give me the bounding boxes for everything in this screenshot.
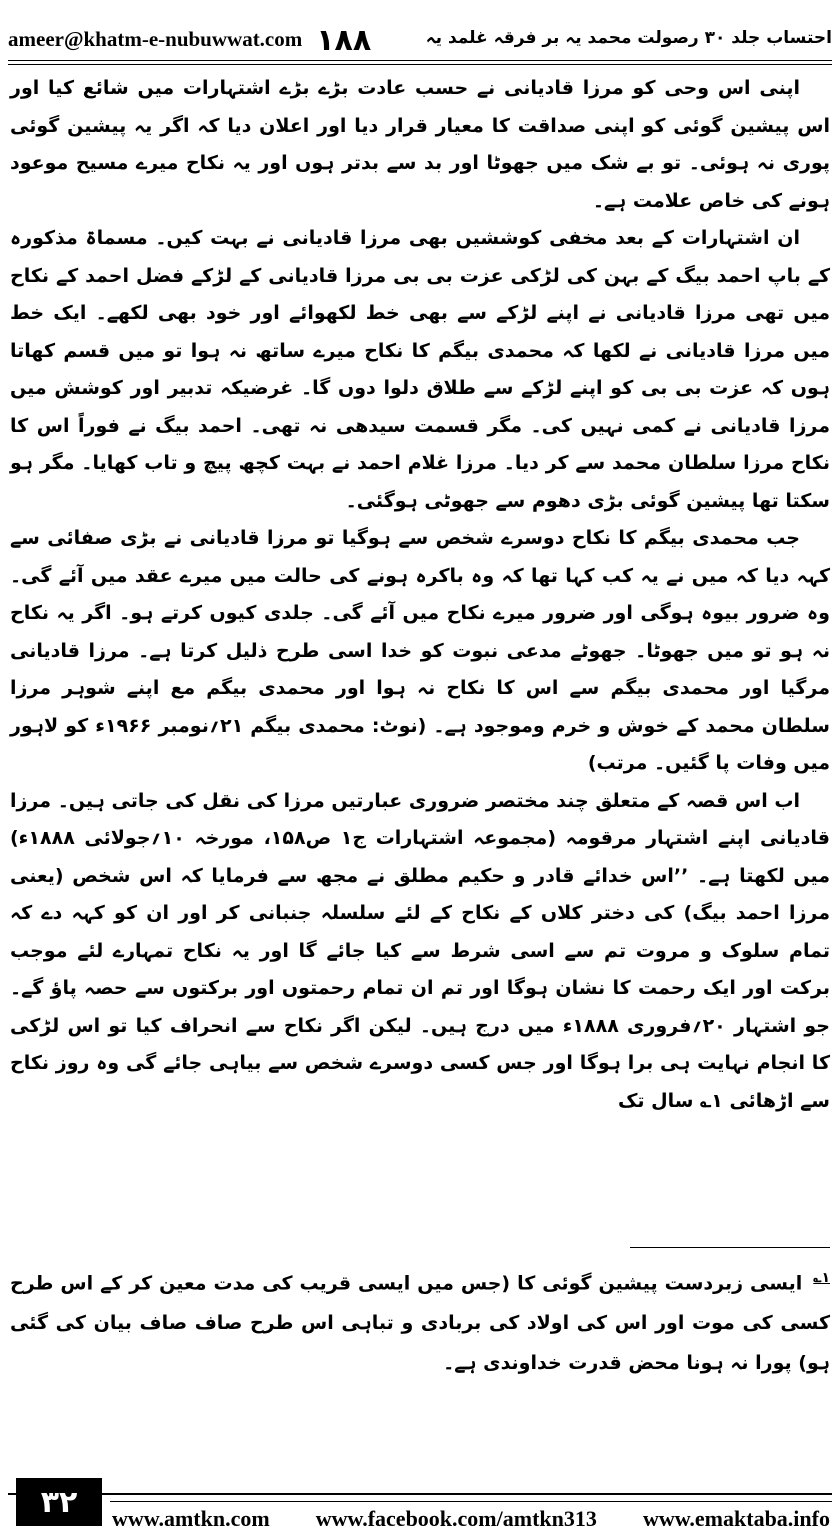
paragraph: اب اس قصہ کے متعلق چند مختصر ضروری عبارتیں مرزا کی نقل کی جاتی ہیں۔ مرزا قادیانی اپنے اشتہار مرقومہ (مجموعہ اشتہارات ج۱ ص۱۵۸، مورخہ ۱۰؍جولائی ۱۸۸۸ء) میں لکھتا ہے۔ ’’اس خدائے قادر و حکیم مطلق نے مجھ سے فرمایا کہ اس شخص (یعنی مرزا احمد بیگ) کی دختر کلاں کے نکاح کے لئے سلسلہ جنبانی کر اور ان کو کہہ دے کہ تمام سلوک و مروت تم سے اسی شرط سے کیا جائے گا اور یہ نکاح تمہارے لئے موجب برکت اور ایک رحمت کا نشان ہوگا اور تم ان تمام رحمتوں اور برکتوں سے حصہ پاؤ گے۔ جو اشتہار ۲۰؍فروری ۱۸۸۸ء میں درج ہیں۔ لیکن اگر نکاح سے انحراف کیا تو اس لڑکی کا انجام نہایت ہی برا ہوگا اور جس کسی دوسرے شخص سے بیاہی جائے گی وہ روز نکاح سے اڑھائی ۱؎ سال تک xyxy=(10,789,830,1112)
footer-link-facebook[interactable]: www.facebook.com/amtkn313 xyxy=(315,1506,597,1531)
paragraph: اپنی اس وحی کو مرزا قادیانی نے حسب عادت بڑے بڑے اشتہارات میں شائع کیا اور اس پیشین گوئی کو اپنی صداقت کا معیار قرار دیا اور اعلان دیا کہ اگر یہ پیشین گوئی پوری نہ ہوئی۔ تو بے شک میں جھوٹا اور بد سے بدتر ہوں اور یہ نکاح میرے مسیح موعود ہونے کی خاص علامت ہے۔ xyxy=(10,77,830,212)
footer-links xyxy=(112,1506,830,1532)
header-page-number: ۱۸۸ xyxy=(316,23,372,58)
footnote-text: ایسی زبردست پیشین گوئی کا (جس میں ایسی قریب کی مدت معین کر کے اس طرح کسی کی موت اور اس کی اولاد کی بربادی و تباہی اس طرح صاف صاف بیان کی گئی ہو) پورا نہ ہونا محض قدرت خداوندی ہے۔ xyxy=(10,1272,830,1375)
footnote xyxy=(10,1258,830,1383)
header-rule xyxy=(8,60,832,61)
footer-link-emaktaba[interactable]: www.emaktaba.info xyxy=(642,1506,830,1531)
body-text xyxy=(10,70,830,1120)
header-rule-thin xyxy=(8,64,832,65)
footnote-marker: ۱؎ xyxy=(813,1270,830,1286)
footer-link-amtkn[interactable]: www.amtkn.com xyxy=(112,1506,270,1531)
paragraph: جب محمدی بیگم کا نکاح دوسرے شخص سے ہوگیا تو مرزا قادیانی نے بڑی صفائی سے کہہ دیا کہ میں نے یہ کب کہا تھا کہ وہ باکرہ ہونے کی حالت میں میرے عقد میں آئے گی۔ وہ ضرور بیوہ ہوگی اور ضرور میرے نکاح میں آئے گی۔ جلدی کیوں کرتے ہو۔ اگر یہ نکاح نہ ہو تو میں جھوٹا۔ جھوٹے مدعی نبوت کو خدا اسی طرح ذلیل کرتا ہے۔ مرزا قادیانی مرگیا اور محمدی بیگم سے اس کا نکاح نہ ہوا اور محمدی بیگم مع اپنے شوہر مرزا سلطان محمد کے خوش و خرم وموجود ہے۔ (نوٹ: محمدی بیگم ۲۱؍نومبر ۱۹۶۶ء کو لاہور میں وفات پا گئیں۔ مرتب) xyxy=(10,527,830,774)
footer-page-number-box: ۳۲ xyxy=(16,1478,102,1526)
footer-rule-thin xyxy=(110,1501,832,1502)
running-title: احتساب جلد ۳۰ رصولت محمد یہ بر فرقہ غلمد یہ xyxy=(425,28,832,48)
footnote-paragraph xyxy=(10,1258,830,1383)
footer-rule xyxy=(8,1493,832,1495)
page-header xyxy=(8,6,832,56)
paragraph: ان اشتہارات کے بعد مخفی کوششیں بھی مرزا قادیانی نے بہت کیں۔ مسماۃ مذکورہ کے باپ احمد بیگ کے بہن کی لڑکی عزت بی بی مرزا قادیانی کے لڑکے فضل احمد کے نکاح میں تھی مرزا قادیانی نے اپنے لڑکے سے بھی خط لکھوائے اور خود بھی لکھے۔ ایک خط میں مرزا قادیانی نے لکھا کہ محمدی بیگم کا نکاح میرے ساتھ نہ ہوا تو میں قسم کھاتا ہوں کہ عزت بی بی کو اپنے لڑکے سے طلاق دلوا دوں گا۔ غرضیکہ تدبیر اور کوشش میں مرزا قادیانی نے کمی نہیں کی۔ مگر قسمت سیدھی نہ تھی۔ احمد بیگ نے فوراً اس کا نکاح مرزا سلطان محمد سے کر دیا۔ مرزا غلام احمد نے بہت کچھ پیچ و تاب کھایا۔ مگر ہو سکتا تھا پیشین گوئی بڑی دھوم سے جھوٹی ہوگئی۔ xyxy=(10,227,830,512)
header-left-group xyxy=(8,23,372,58)
page-footer xyxy=(0,1468,840,1540)
footnote-divider xyxy=(630,1247,830,1248)
header-email: ameer@khatm-e-nubuwwat.com xyxy=(8,27,303,51)
